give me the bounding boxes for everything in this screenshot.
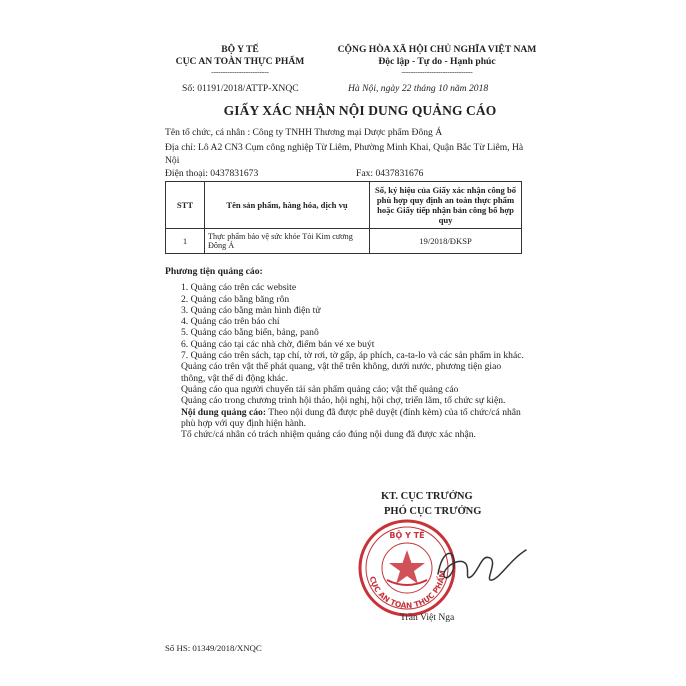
responsibility-line: Tổ chức/cá nhân có trách nhiệm quảng cáo đúng nội dung đã được xác nhận. xyxy=(181,429,476,441)
media-item: 4. Quảng cáo trên báo chí xyxy=(181,316,280,328)
fax-line: Fax: 0437831676 xyxy=(356,168,424,179)
media-extra: Quảng cáo qua người chuyển tải sản phẩm quảng cáo; vật thể quảng cáo xyxy=(181,383,459,395)
media-extra: Quảng cáo trong chương trình hội thảo, hội nghị, hội chợ, triển lãm, tổ chức sự kiện. xyxy=(181,395,506,407)
right-divider: ------------------------------- xyxy=(401,67,473,76)
table-cell-cert: 19/2018/ĐKSP xyxy=(370,229,522,254)
kt-title: KT. CỤC TRƯỞNG xyxy=(381,491,473,502)
media-item: 7. Quảng cáo trên sách, tạp chí, tờ rơi, tờ gấp, áp phích, ca-ta-lo và các sản phẩm in khác. xyxy=(181,350,524,362)
phone-line: Điện thoại: 0437831673 xyxy=(165,168,259,179)
left-divider: ------------------------- xyxy=(211,67,269,76)
document-title: GIẤY XÁC NHẬN NỘI DUNG QUẢNG CÁO xyxy=(223,103,497,118)
media-item: 6. Quảng cáo tại các nhà chờ, điểm bán vé xe buýt xyxy=(181,338,375,350)
table-header-cert: Số, ký hiệu của Giấy xác nhận công bố phù hợp quy định an toàn thực phẩm hoặc Giấy tiếp nhận bản công bố hợp quy xyxy=(370,182,522,229)
table-header-stt: STT xyxy=(166,182,205,229)
issuer-block xyxy=(160,44,320,76)
table-header-row xyxy=(166,182,522,229)
signer-name: Trần Việt Nga xyxy=(400,612,455,623)
table-row xyxy=(166,229,522,254)
table-cell-stt: 1 xyxy=(166,229,205,254)
national-motto: Độc lập - Tự do - Hạnh phúc xyxy=(378,56,496,67)
content-text: Theo nội dung đã được phê duyệt (đính kèm) của tổ chức/cá nhân phù hợp với quy định hiện hành. xyxy=(181,406,521,429)
media-heading: Phương tiện quảng cáo: xyxy=(165,266,263,277)
department-name: CỤC AN TOÀN THỰC PHẨM xyxy=(175,56,305,67)
media-item: 3. Quảng cáo bằng màn hình điện tử xyxy=(181,304,321,316)
product-table xyxy=(165,181,522,254)
media-extra: Quảng cáo trên vật thể phát quang, vật thể trên không, dưới nước, phương tiện giao thông, vật thể di động khác. xyxy=(181,361,502,384)
signatory-title xyxy=(381,489,481,519)
table-header-product: Tên sản phẩm, hàng hóa, dịch vụ xyxy=(205,182,370,229)
issue-date: Hà Nội, ngày 22 tháng 10 năm 2018 xyxy=(348,83,489,94)
content-label: Nội dung quảng cáo: xyxy=(181,406,267,418)
media-item: 5. Quảng cáo bằng biển, bảng, panô xyxy=(181,327,319,339)
national-header xyxy=(322,44,552,76)
handwritten-signature xyxy=(430,530,530,600)
address-line: Địa chỉ: Lô A2 CN3 Cụm công nghiệp Từ Liêm, Phường Minh Khai, Quận Bắc Từ Liêm, Hà Nội xyxy=(165,142,524,166)
seal-top-text: BỘ Y TẾ xyxy=(389,531,425,540)
table-cell-product: Thực phẩm bảo vệ sức khỏe Tỏi Kim cương Đông Á xyxy=(205,229,370,254)
deputy-title: PHÓ CỤC TRƯỞNG xyxy=(384,506,482,517)
republic-name: CỘNG HÒA XÃ HỘI CHỦ NGHĨA VIỆT NAM xyxy=(337,44,537,55)
seal-ring-text: CỤC AN TOÀN THỰC PHẨM xyxy=(367,569,448,611)
organization-line: Tên tổ chức, cá nhân : Công ty TNHH Thương mại Dược phẩm Đông Á xyxy=(165,127,443,138)
document-number: Số: 01191/2018/ATTP-XNQC xyxy=(182,83,299,94)
file-number: Số HS: 01349/2018/XNQC xyxy=(165,643,262,653)
media-item: 1. Quảng cáo trên các website xyxy=(181,282,297,294)
ministry-name: BỘ Y TẾ xyxy=(221,44,259,55)
media-item: 2. Quảng cáo bằng băng rôn xyxy=(181,293,290,305)
advertising-section xyxy=(165,266,525,440)
content-paragraph xyxy=(165,407,525,430)
